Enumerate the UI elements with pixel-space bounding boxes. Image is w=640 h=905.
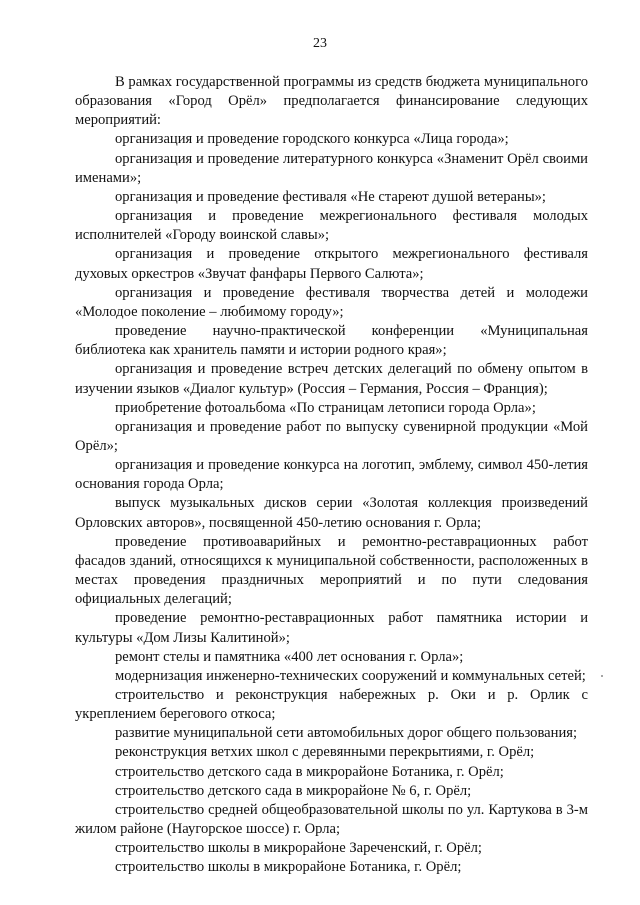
list-item: организация и проведение фестиваля «Не стареют душой ветераны»; <box>115 188 546 205</box>
paragraph-intro: В рамках государственной программы из средств бюджета муниципального образования «Город Орёл» предполагается финансирование следующих мероприятий: <box>75 74 588 129</box>
list-item: реконструкция ветхих школ с деревянными перекрытиями, г. Орёл; <box>115 744 535 761</box>
list-item: ремонт стелы и памятника «400 лет основания г. Орла»; <box>115 648 464 665</box>
list-item: выпуск музыкальных дисков серии «Золотая коллекция произведений Орловских авторов», посвященной 450-летию основания г. Орла; <box>75 495 588 531</box>
list-item: приобретение фотоальбома «По страницам летописи города Орла»; <box>115 399 536 416</box>
list-item: организация и проведение открытого межрегионального фестиваля духовых оркестров «Звучат фанфары Первого Салюта»; <box>75 246 588 282</box>
list-item: проведение научно-практической конференции «Муниципальная библиотека как хранитель памяти и истории родного края»; <box>75 323 588 359</box>
scan-speck <box>601 675 603 677</box>
list-item: строительство детского сада в микрорайоне Ботаника, г. Орёл; <box>115 763 504 780</box>
page-number: 23 <box>313 36 327 51</box>
list-item: строительство школы в микрорайоне Зареченский, г. Орёл; <box>115 840 482 857</box>
list-item: организация и проведение межрегионального фестиваля молодых исполнителей «Городу воинской славы»; <box>75 208 588 244</box>
list-item: строительство средней общеобразовательной школы по ул. Картукова в 3-м жилом районе (Наугорское шоссе) г. Орла; <box>75 801 588 838</box>
list-item: строительство и реконструкция набережных р. Оки и р. Орлик с укреплением берегового откоса; <box>75 687 588 723</box>
list-item: организация и проведение встреч детских делегаций по обмену опытом в изучении языков «Диалог культур» (Россия – Германия, Россия – Франция); <box>75 361 588 397</box>
list-item: строительство школы в микрорайоне Ботаника, г. Орёл; <box>115 859 462 876</box>
list-item: проведение противоаварийных и ремонтно-реставрационных работ фасадов зданий, относящихся к муниципальной собственности, расположенных в местах проведения праздничных мероприятий и по пути следования официальных делегаций; <box>75 533 588 608</box>
list-item: модернизация инженерно-технических сооружений и коммунальных сетей; <box>115 667 586 684</box>
list-item: развитие муниципальной сети автомобильных дорог общего пользования; <box>115 725 578 742</box>
list-item: организация и проведение конкурса на логотип, эмблему, символ 450-летия основания города Орла; <box>75 457 588 493</box>
list-item: организация и проведение работ по выпуску сувенирной продукции «Мой Орёл»; <box>75 418 588 454</box>
list-item: проведение ремонтно-реставрационных работ памятника истории и культуры «Дом Лизы Калитиной»; <box>75 610 588 646</box>
list-item: строительство детского сада в микрорайоне № 6, г. Орёл; <box>115 782 472 799</box>
document-body <box>75 73 588 878</box>
list-item: организация и проведение городского конкурса «Лица города»; <box>115 131 509 148</box>
list-item: организация и проведение фестиваля творчества детей и молодежи «Молодое поколение – любимому городу»; <box>75 284 588 320</box>
list-item: организация и проведение литературного конкурса «Знаменит Орёл своими именами»; <box>75 150 588 186</box>
